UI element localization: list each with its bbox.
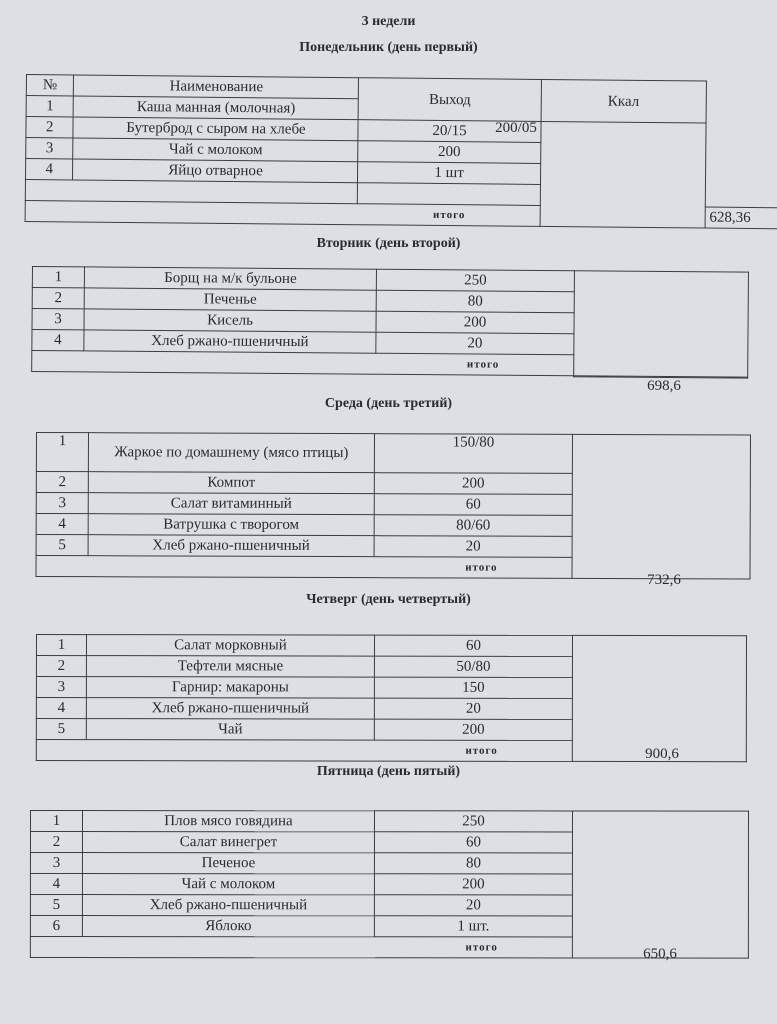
- row-output: 1 шт: [358, 162, 540, 185]
- row-name: Салат витаминный: [88, 493, 374, 515]
- row-num: 1: [30, 811, 82, 832]
- row-num: 4: [32, 330, 84, 351]
- row-num: 3: [36, 493, 88, 514]
- day-5-table: [30, 810, 749, 959]
- total-kcal: 732,6: [647, 572, 681, 588]
- row-name: Чай: [86, 719, 374, 741]
- row-num: 5: [36, 535, 88, 556]
- row-name: Гарнир: макароны: [86, 677, 374, 699]
- day-5-title: Пятница (день пятый): [316, 764, 461, 779]
- row-output: 200: [358, 141, 540, 164]
- total-label: итого: [30, 937, 572, 958]
- table-row: [36, 635, 746, 657]
- row-name: Печенье: [84, 288, 376, 311]
- row-output: 1 шт.: [374, 916, 572, 937]
- row-num: 4: [25, 159, 73, 180]
- row-output: 200/05: [495, 120, 537, 136]
- row-num: 3: [36, 677, 86, 698]
- row-num: 3: [30, 853, 82, 874]
- day-3-title: Среда (день третий): [324, 396, 453, 411]
- row-name: Хлеб ржано-пшеничный: [82, 895, 374, 916]
- day-2-title: Вторник (день второй): [316, 236, 461, 251]
- row-output: 20: [374, 698, 572, 719]
- row-num: 4: [36, 514, 88, 535]
- day-2-table: [31, 266, 749, 379]
- row-output: 20: [376, 332, 574, 355]
- table-row: [36, 433, 750, 474]
- row-name: Хлеб ржано-пшеничный: [84, 330, 376, 353]
- row-name: Кисель: [84, 309, 376, 332]
- row-num: 2: [36, 472, 88, 493]
- row-name: Чай с молоком: [82, 874, 374, 895]
- row-output: 250: [376, 269, 574, 292]
- row-kcal-empty: [572, 811, 748, 958]
- row-num: 3: [32, 309, 84, 330]
- row-output: 200: [376, 311, 574, 334]
- total-label: итого: [36, 740, 572, 762]
- row-name: Борщ на м/к бульоне: [84, 267, 376, 290]
- row-output: 50/80: [374, 656, 572, 677]
- row-output: 60: [374, 635, 572, 656]
- row-name: Печеное: [82, 853, 374, 874]
- table-row: [30, 811, 748, 833]
- row-output: 200: [374, 874, 572, 895]
- row-num: 5: [36, 719, 86, 740]
- row-output: 20: [374, 895, 572, 916]
- row-output: 150: [374, 677, 572, 698]
- row-name: Салат винегрет: [82, 832, 374, 853]
- row-output: 150/80: [374, 434, 572, 474]
- row-name: Чай с молоком: [73, 138, 358, 162]
- row-name: Яйцо отварное: [73, 159, 358, 183]
- total-label: итого: [32, 351, 574, 376]
- row-kcal-empty: [574, 271, 749, 377]
- row-num: 4: [36, 698, 86, 719]
- row-num: 2: [36, 656, 86, 677]
- row-name: Каша манная (молочная): [74, 96, 359, 120]
- row-output: 80: [376, 290, 574, 313]
- day-3-table: [35, 432, 751, 579]
- row-num: 4: [30, 874, 82, 895]
- total-kcal: 698,6: [647, 378, 681, 394]
- row-num: 1: [36, 635, 86, 656]
- total-kcal: 628,36: [705, 207, 777, 229]
- row-output: 80/60: [374, 515, 572, 537]
- row-kcal-empty: [540, 121, 706, 228]
- total-label: итого: [25, 200, 540, 226]
- week-title: 3 недели: [361, 14, 416, 29]
- row-num: 6: [30, 916, 82, 937]
- total-kcal: 650,6: [643, 946, 677, 962]
- total-kcal: 900,6: [645, 746, 679, 762]
- row-name: Хлеб ржано-пшеничный: [88, 535, 374, 557]
- row-output: 80: [374, 853, 572, 874]
- row-output: 20/15: [358, 120, 540, 143]
- row-name: Жаркое по домашнему (мясо птицы): [88, 433, 374, 473]
- row-output: 60: [374, 832, 572, 853]
- header-kcal: Ккал: [541, 79, 706, 123]
- day-4-title: Четверг (день четвертый): [306, 592, 471, 607]
- row-kcal-empty: [572, 635, 746, 761]
- day-4-table: [36, 634, 747, 762]
- day-1-title: Понедельник (день первый): [299, 40, 478, 55]
- row-output: 200: [374, 719, 572, 740]
- row-name: Ватрушка с творогом: [88, 514, 374, 536]
- row-name: Хлеб ржано-пшеничный: [86, 698, 374, 720]
- row-num: 2: [30, 832, 82, 853]
- row-num: 1: [26, 96, 74, 117]
- total-label: итого: [36, 556, 572, 579]
- row-output: 200: [374, 473, 572, 495]
- row-num: 2: [32, 288, 84, 309]
- row-num: 1: [32, 267, 84, 288]
- row-name: Яблоко: [82, 916, 374, 937]
- row-name: Бутерброд с сыром на хлебе: [73, 117, 358, 141]
- header-output: Выход: [359, 78, 542, 122]
- row-name: Компот: [88, 472, 374, 494]
- row-num: 2: [26, 117, 74, 138]
- row-output: 60: [374, 494, 572, 516]
- row-name: Тефтели мясные: [86, 656, 374, 678]
- header-num: №: [26, 75, 74, 96]
- row-kcal-empty: [572, 434, 751, 579]
- header-name: Наименование: [74, 75, 359, 99]
- row-output: 250: [374, 811, 572, 832]
- day-1-table: [25, 74, 777, 229]
- row-output: 20: [374, 536, 572, 558]
- row-name: Плов мясо говядина: [82, 811, 374, 832]
- row-name: Салат морковный: [86, 635, 374, 657]
- row-num: 1: [36, 433, 88, 472]
- row-output: [358, 183, 540, 206]
- row-num: 3: [26, 138, 74, 159]
- row-num: 5: [30, 895, 82, 916]
